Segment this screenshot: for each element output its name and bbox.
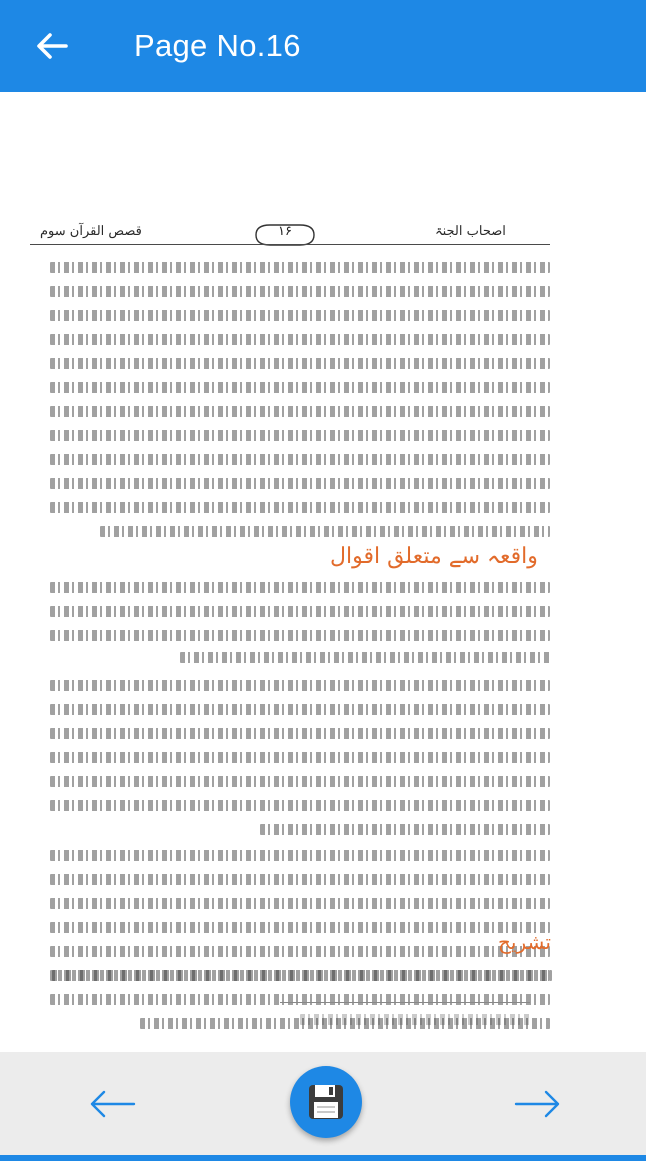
text-line [50, 946, 550, 957]
next-page-arrow-icon[interactable] [510, 1082, 564, 1126]
page-title: Page No.16 [134, 28, 301, 63]
text-line [50, 922, 550, 933]
text-line [50, 358, 550, 369]
text-line [50, 728, 550, 739]
text-line [50, 334, 550, 345]
page-header-right: اصحاب الجنۃ [435, 224, 506, 239]
previous-page-arrow-icon[interactable] [86, 1082, 140, 1126]
text-line [50, 454, 550, 465]
text-line [50, 898, 550, 909]
footnote-line [300, 1014, 530, 1025]
text-line [260, 824, 550, 835]
text-line [50, 776, 550, 787]
text-line [50, 286, 550, 297]
section-heading: واقعہ سے متعلق اقوال [330, 544, 538, 569]
section-heading: تشریح [498, 930, 551, 954]
page-header-left: قصص القرآن سوم [40, 224, 142, 239]
text-line [50, 994, 550, 1005]
text-line [50, 606, 550, 617]
page-image-area [0, 92, 646, 1052]
text-line [50, 704, 550, 715]
text-line [50, 478, 550, 489]
footnote-rule [280, 1002, 530, 1003]
save-button[interactable] [290, 1066, 362, 1138]
text-line [50, 850, 550, 861]
text-line [50, 502, 550, 513]
text-line [52, 970, 552, 981]
text-line [50, 262, 550, 273]
text-line [100, 526, 550, 537]
text-line [50, 630, 550, 641]
back-arrow-icon[interactable] [30, 24, 74, 68]
text-line [50, 406, 550, 417]
text-line [50, 752, 550, 763]
text-line [50, 800, 550, 811]
header-rule [30, 244, 550, 245]
text-line [50, 874, 550, 885]
text-line [180, 652, 550, 663]
floppy-disk-icon [306, 1082, 346, 1122]
text-line [50, 680, 550, 691]
bottom-accent [0, 1155, 646, 1161]
text-line [50, 430, 550, 441]
text-line [50, 382, 550, 393]
app-bar [0, 0, 646, 92]
page-number-text: ۱۶ [278, 224, 292, 239]
text-line [50, 582, 550, 593]
scanned-page [30, 222, 590, 1052]
text-line [50, 310, 550, 321]
